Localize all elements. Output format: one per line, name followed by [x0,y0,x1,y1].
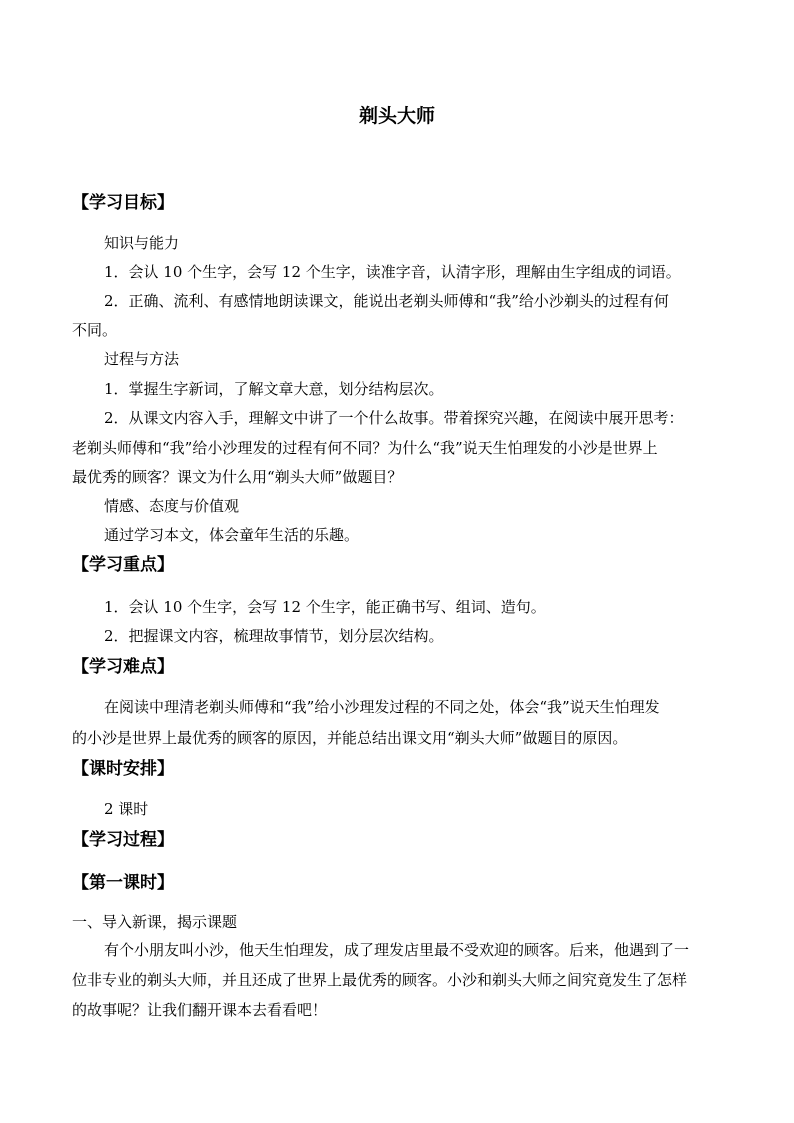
knowledge-ability-label: 知识与能力 [104,234,180,252]
difficulty-line-1: 在阅读中理清老剃头师傅和“我”给小沙理发过程的不同之处，体会“我”说天生怕理发 [104,698,660,716]
goal-process-item-2-line-3: 最优秀的顾客？课文为什么用“剃头大师”做题目？ [72,468,403,486]
section-heading-first-lesson: 【第一课时】 [72,873,174,893]
goal-knowledge-item-1: 1．会认 10 个生字，会写 12 个生字，读准字音，认清字形，理解由生字组成的词语。 [104,263,681,281]
section-heading-key-points: 【学习重点】 [72,555,174,575]
section-heading-schedule: 【课时安排】 [72,759,174,779]
section-heading-process: 【学习过程】 [72,830,174,850]
page-title: 剃头大师 [358,105,435,127]
goal-process-item-2-line-2: 老剃头师傅和“我”给小沙理发的过程有何不同？为什么“我”说天生怕理发的小沙是世界上 [72,439,658,457]
goal-knowledge-item-2-line-1: 2．正确、流利、有感情地朗读课文，能说出老剃头师傅和“我”给小沙剃头的过程有何 [104,292,669,310]
goal-knowledge-item-2-line-2: 不同。 [72,321,118,339]
intro-paragraph-line-1: 有个小朋友叫小沙，他天生怕理发，成了理发店里最不受欢迎的顾客。后来，他遇到了一 [104,941,690,959]
key-point-item-2: 2．把握课文内容，梳理故事情节，划分层次结构。 [104,627,444,645]
lesson-step-1-title: 一、导入新课，揭示课题 [72,913,238,931]
intro-paragraph-line-2: 位非专业的剃头大师，并且还成了世界上最优秀的顾客。小沙和剃头大师之间究竟发生了怎样 [72,971,688,989]
schedule-text: 2 课时 [104,800,149,818]
process-method-label: 过程与方法 [104,350,180,368]
intro-paragraph-line-3: 的故事呢？让我们翻开课本去看看吧！ [72,1001,328,1019]
goal-emotion-item-1: 通过学习本文，体会童年生活的乐趣。 [104,526,360,544]
emotion-attitude-label: 情感、态度与价值观 [104,497,240,515]
key-point-item-1: 1．会认 10 个生字，会写 12 个生字，能正确书写、组词、造句。 [104,598,546,616]
difficulty-line-2: 的小沙是世界上最优秀的顾客的原因，并能总结出课文用“剃头大师”做题目的原因。 [72,729,628,747]
section-heading-difficulties: 【学习难点】 [72,657,174,677]
goal-process-item-2-line-1: 2．从课文内容入手，理解文中讲了一个什么故事。带着探究兴趣，在阅读中展开思考： [104,409,684,427]
section-heading-learning-goals: 【学习目标】 [72,193,174,213]
goal-process-item-1: 1．掌握生字新词，了解文章大意，划分结构层次。 [104,380,444,398]
